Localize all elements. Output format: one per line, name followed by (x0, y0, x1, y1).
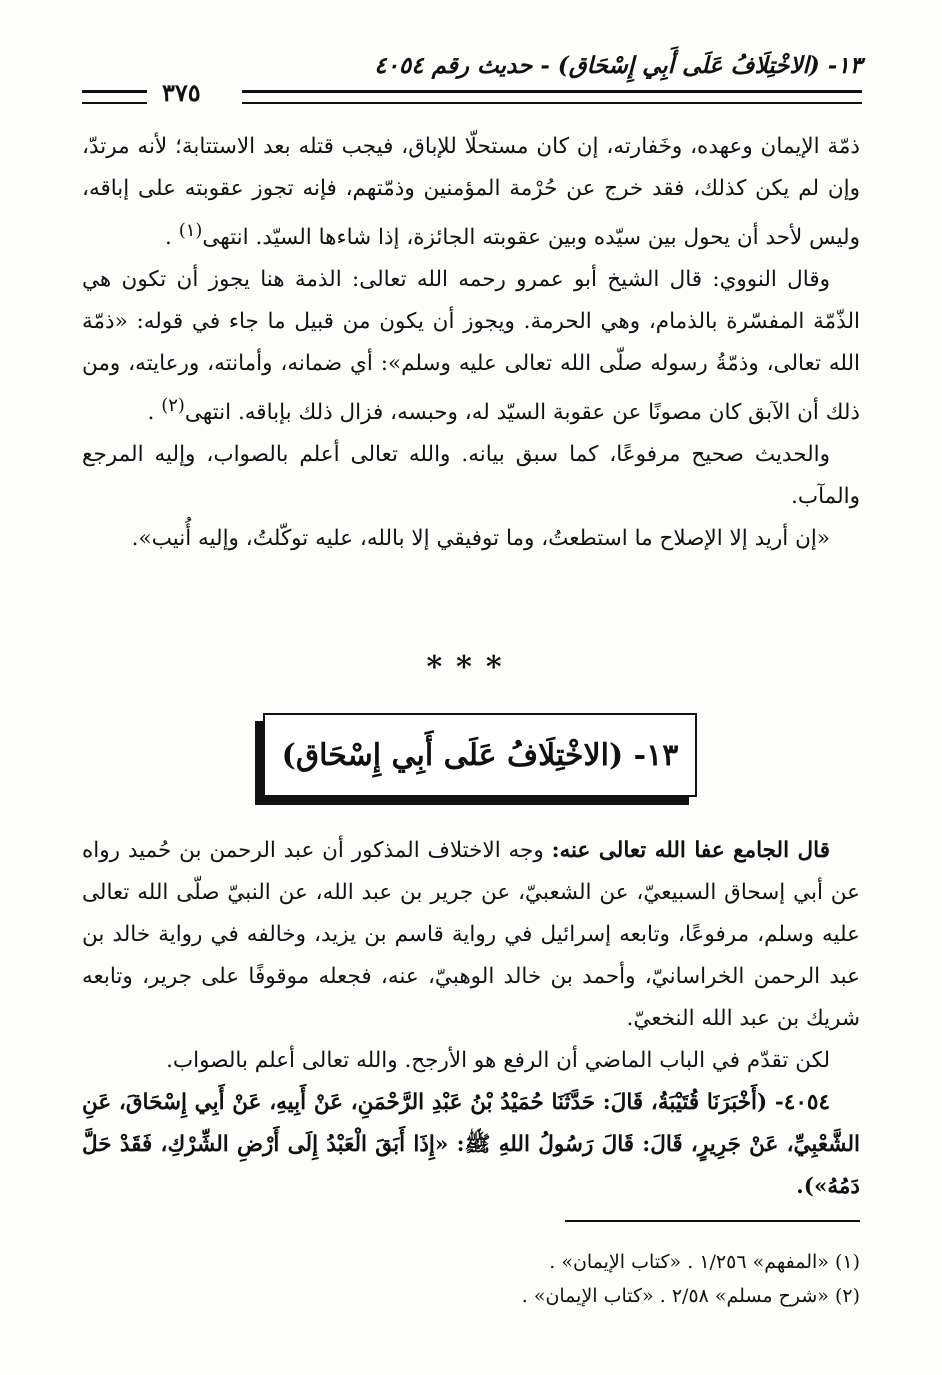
footnotes (82, 1245, 860, 1313)
header-rule (242, 90, 862, 104)
paragraph (82, 259, 860, 434)
commentary-block (82, 126, 860, 560)
header-rule-left (82, 90, 147, 104)
author-label: قال الجامع عفا الله تعالى عنه: (551, 838, 830, 863)
section-body (82, 830, 860, 1208)
paragraph-text: وجه الاختلاف المذكور أن عبد الرحمن بن حُميد رواه عن أبي إسحاق السبيعيّ، عن الشعبيّ، عن جرير بن عبد الله، عن النبيّ صلّى الله تعالى عليه وسلم، مرفوعًا، وتابعه إسرائيل في رواية قاسم بن يزيد، وخالفه في رواية خالد بن عبد الرحمن الخراسانيّ، وأحمد بن خالد الوهبيّ، عنه، فجعله موقوفًا على جرير، وتابعه شريك بن عبد الله النخعيّ. (82, 838, 860, 1031)
footnote: (٢) «شرح مسلم» ٢/٥٨ . «كتاب الإيمان» . (521, 1285, 860, 1307)
paragraph (82, 830, 860, 1040)
paragraph: والحديث صحيح مرفوعًا، كما سبق بيانه. والله تعالى أعلم بالصواب، وإليه المرجع والمآب. (82, 442, 860, 510)
paragraph-end: . (147, 400, 155, 426)
section-separator: *** (426, 650, 516, 685)
footnote-ref: (٢) (161, 395, 185, 417)
footnote: (١) «المفهم» ١/٢٥٦ . «كتاب الإيمان» . (549, 1251, 860, 1273)
quote-paragraph: «إن أريد إلا الإصلاح ما استطعتُ، وما توفيقي إلا بالله، عليه توكّلتُ، وإليه أُنيب». (131, 526, 830, 552)
hadith-text: ٤٠٥٤- (أَخْبَرَنَا قُتَيْبَةُ، قَالَ: حَدَّثَنَا حُمَيْدُ بْنُ عَبْدِ الرَّحْمَنِ، عَنْ أَبِيهِ، عَنْ أَبِي إِسْحَاقَ، عَنِ الشَّعْبِيِّ، عَنْ جَرِيرٍ، قَالَ: قَالَ رَسُولُ اللهِ ﷺ: «إِذَا أَبَقَ الْعَبْدُ إِلَى أَرْضِ الشِّرْكِ، فَقَدْ حَلَّ دَمُهُ»). (82, 1090, 860, 1199)
paragraph-end: . (165, 225, 172, 251)
paragraph: لكن تقدّم في الباب الماضي أن الرفع هو الأرجح. والله تعالى أعلم بالصواب. (166, 1048, 830, 1073)
paragraph-text: وقال النووي: قال الشيخ أبو عمرو رحمه الله تعالى: الذمة هنا يجوز أن تكون هي الذّمّة المفسّرة بالذمام، وهي الحرمة. ويجوز أن يكون من قبيل ما جاء في قوله: «ذمّة الله تعالى، وذمّةُ رسوله صلّى الله تعالى عليه وسلم»: أي ضمانه، وأمانته، ورعايته، ومن ذلك أن الآبق كان مصونًا عن عقوبة السيّد له، وحبسه، فزال ذلك بإباقه. انتهى (82, 267, 860, 426)
section-heading: ١٣- (الاخْتِلَافُ عَلَى أَبِي إِسْحَاق) (281, 737, 679, 773)
footnote-ref: (١) (178, 220, 203, 241)
page-number: ٣٧٥ (162, 78, 201, 107)
page-header (82, 48, 862, 108)
footnote-divider (565, 1220, 860, 1222)
paragraph-text: ذمّة الإيمان وعهده، وخَفارته، إن كان مستحلّا للإباق، فيجب قتله بعد الاستتابة؛ لأنه مرتدّ، وإن لم يكن كذلك، فقد خرج عن حُرْمة المؤمنين وذمّتهم، فإنه تجوز عقوبته على إباقه، وليس لأحد أن يحول بين سيّده وبين عقوبته الجائزة، إذا شاءها السيّد. انتهى (82, 134, 860, 251)
section-heading-box (263, 713, 697, 797)
running-title: ١٣- (الاخْتِلَافُ عَلَى أَبِي إِسْحَاق) - حديث رقم ٤٠٥٤ (374, 52, 862, 79)
paragraph (82, 126, 860, 259)
